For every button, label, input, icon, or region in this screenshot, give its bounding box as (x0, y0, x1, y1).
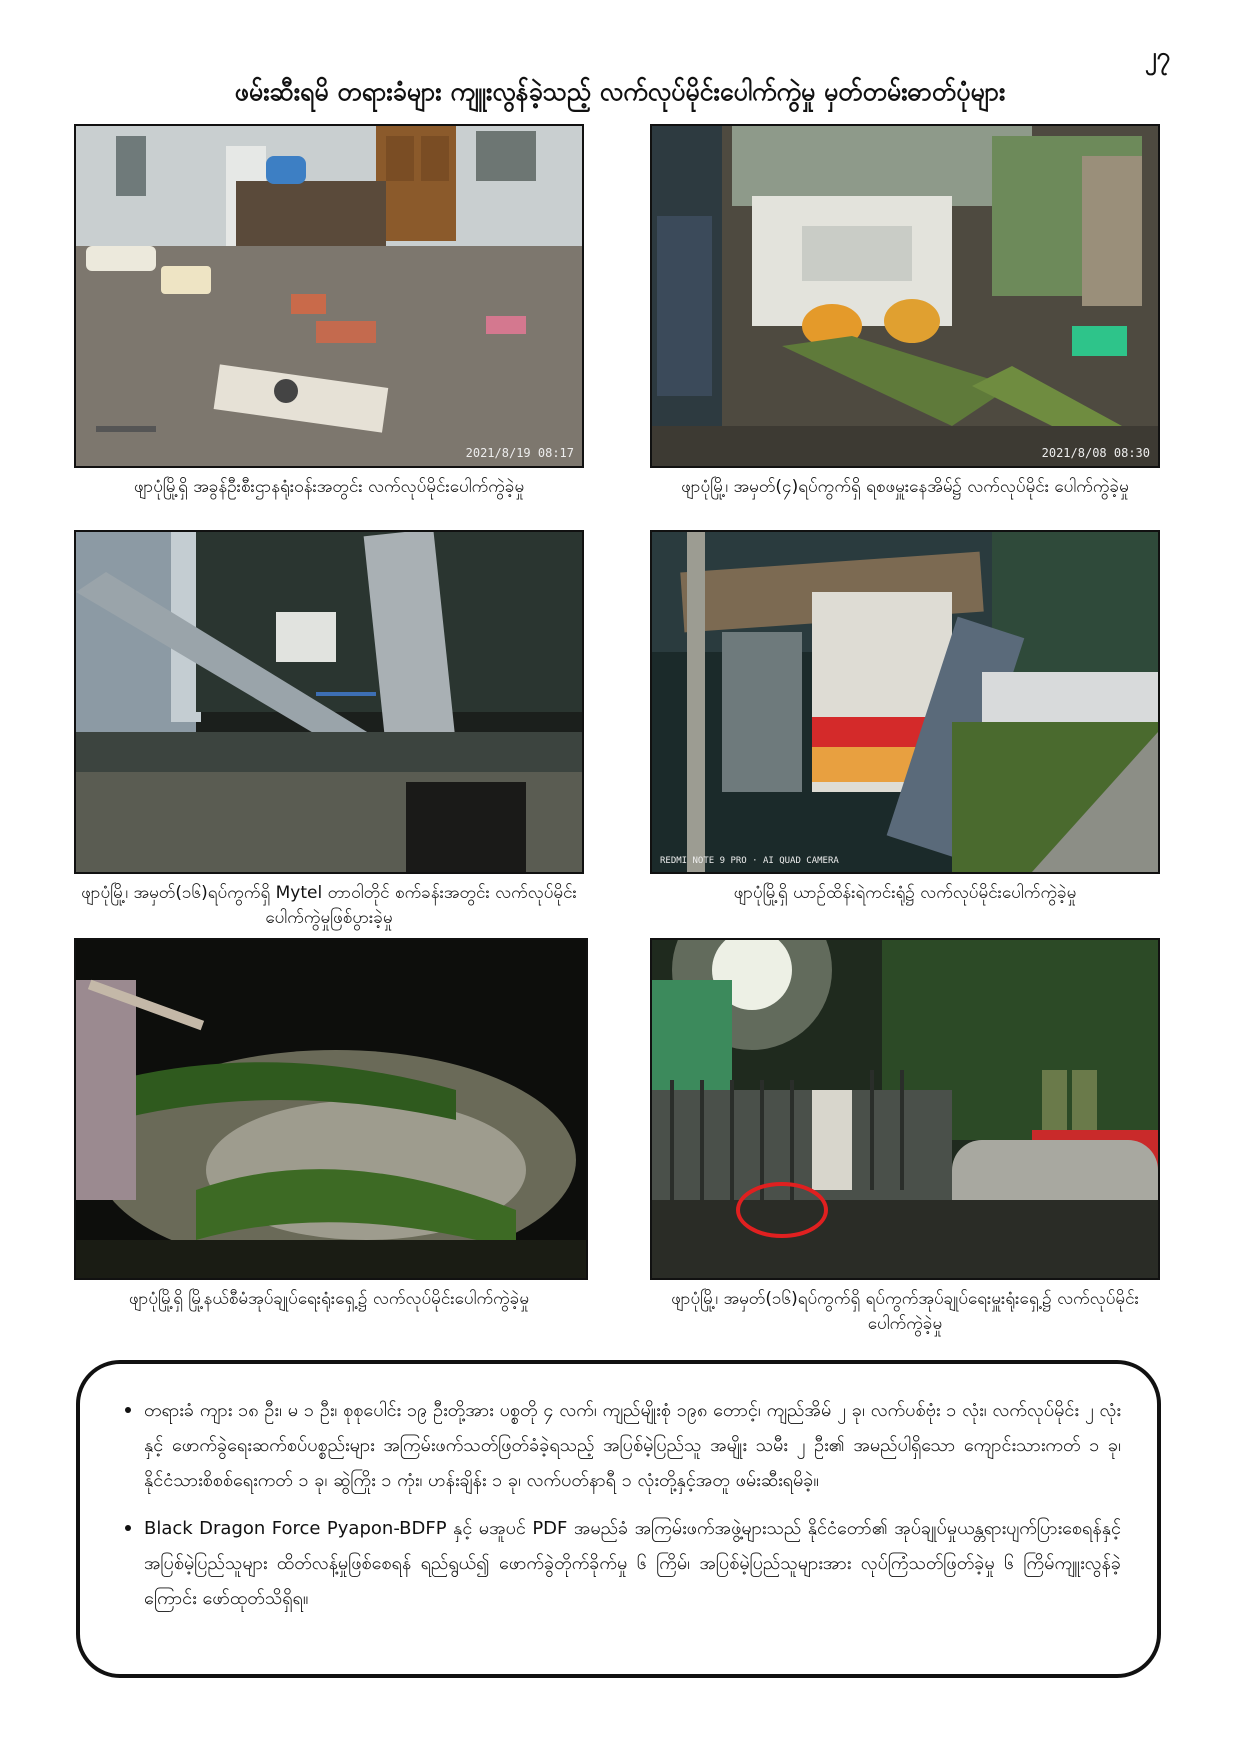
photo-caption: ဖျာပုံမြို့၊ အမှတ်(၄)ရပ်ကွက်ရှိ ရစဖမှူးနေအိမ်၌ လက်လုပ်မိုင်း ပေါက်ကွဲခဲ့မှု (681, 477, 1129, 497)
photo-timestamp: 2021/8/19 08:17 (465, 446, 574, 460)
photo-ward-office (650, 938, 1160, 1280)
photo-block-ward-office (650, 938, 1160, 1337)
photo-township-office-image (76, 940, 586, 1278)
photo-caption: ဖျာပုံမြို့ရှိ မြို့နယ်စီမံအုပ်ချုပ်ရေးရုံးရှေ့၌ လက်လုပ်မိုင်းပေါက်ကွဲခဲ့မှု (128, 1289, 530, 1309)
photo-residence (650, 124, 1160, 468)
photo-caption: ဖျာပုံမြို့၊ အမှတ်(၁၆)ရပ်ကွက်ရှိ Mytel တာဝါတိုင် စက်ခန်းအတွင်း လက်လုပ်မိုင်း ပေါက်ကွဲမှုဖြစ်ပွားခဲ့မှု (81, 883, 577, 928)
photo-tax-office-image (76, 126, 582, 466)
photo-mytel-tower-image (76, 532, 582, 872)
photo-tax-office (74, 124, 584, 468)
photo-block-mytel-tower (74, 530, 584, 931)
photo-mytel-tower (74, 530, 584, 874)
photo-township-office (74, 938, 588, 1280)
photo-block-residence (650, 124, 1160, 500)
photo-block-tax-office (74, 124, 584, 500)
summary-item-groups: • Black Dragon Force Pyapon-BDFP နှင့် မအူပင် PDF အမည်ခံ အကြမ်းဖက်အဖွဲ့များသည် နိုင်ငံတော်၏ အုပ်ချုပ်မှုယန္တရားပျက်ပြားစေရန်နှင့် အပြစ်မဲ့ပြည်သူများ ထိတ်လန့်မှုဖြစ်စေရန် ရည်ရွယ်၍ ဖောက်ခွဲတိုက်ခိုက်မှု ၆ ကြိမ်၊ အပြစ်မဲ့ပြည်သူများအား လုပ်ကြံသတ်ဖြတ်ခဲ့မှု ၆ ကြိမ်ကျူးလွန်ခဲ့ကြောင်း ဖော်ထုတ်သိရှိရ။ (144, 1510, 1121, 1616)
page-title: ဖမ်းဆီးရမိ တရားခံများ ကျူးလွန်ခဲ့သည့် လက်လုပ်မိုင်းပေါက်ကွဲမှု မှတ်တမ်းဓာတ်ပုံများ (234, 77, 1006, 106)
photo-caption: ဖျာပုံမြို့ရှိ ယာဉ်ထိန်းရဲကင်းရုံ၌ လက်လုပ်မိုင်းပေါက်ကွဲခဲ့မှု (733, 883, 1077, 903)
photo-residence-image (652, 126, 1158, 466)
photo-ward-office-image (652, 940, 1158, 1278)
photo-camera-watermark: REDMI NOTE 9 PRO · AI QUAD CAMERA (660, 856, 839, 866)
page-number: ၂၇ (1144, 42, 1170, 70)
summary-list (116, 1392, 1121, 1616)
photo-caption: ဖျာပုံမြို့ရှိ အခွန်ဦးစီးဌာနရုံးဝန်းအတွင်း လက်လုပ်မိုင်းပေါက်ကွဲခဲ့မှု (133, 477, 525, 497)
photo-block-township-office (74, 938, 584, 1312)
photo-block-traffic-booth (650, 530, 1160, 906)
photo-timestamp: 2021/8/08 08:30 (1041, 446, 1150, 460)
photo-traffic-booth (650, 530, 1160, 874)
photo-caption: ဖျာပုံမြို့၊ အမှတ်(၁၆)ရပ်ကွက်ရှိ ရပ်ကွက်အုပ်ချုပ်ရေးမှူးရုံးရှေ့၌ လက်လုပ်မိုင်းပေါက်ကွဲခဲ့မှု (671, 1289, 1139, 1334)
summary-item-arrests: • တရားခံ ကျား ၁၈ ဦး၊ မ ၁ ဦး၊ စုစုပေါင်း ၁၉ ဦးတို့အား ပစ္စတို ၄ လက်၊ ကျည်မျိုးစုံ ၁၉၈ တောင့်၊ ကျည်အိမ် ၂ ခု၊ လက်ပစ်ဗုံး ၁ လုံး၊ လက်လုပ်မိုင်း ၂ လုံးနှင့် ဖောက်ခွဲရေးဆက်စပ်ပစ္စည်းများ အကြမ်းဖက်သတ်ဖြတ်ခံခဲ့ရသည့် အပြစ်မဲ့ပြည်သူ အမျိုး သမီး ၂ ဦး၏ အမည်ပါရှိသော ကျောင်းသားကတ် ၁ ခု၊ နိုင်ငံသားစိစစ်ရေးကတ် ၁ ခု၊ ဆွဲကြိုး ၁ ကုံး၊ ဟန်းချိန်း ၁ ခု၊ လက်ပတ်နာရီ ၁ လုံးတို့နှင့်အတူ ဖမ်းဆီးရမိခဲ့။ (144, 1392, 1121, 1498)
photo-traffic-booth-image (652, 532, 1158, 872)
summary-box (76, 1360, 1161, 1678)
